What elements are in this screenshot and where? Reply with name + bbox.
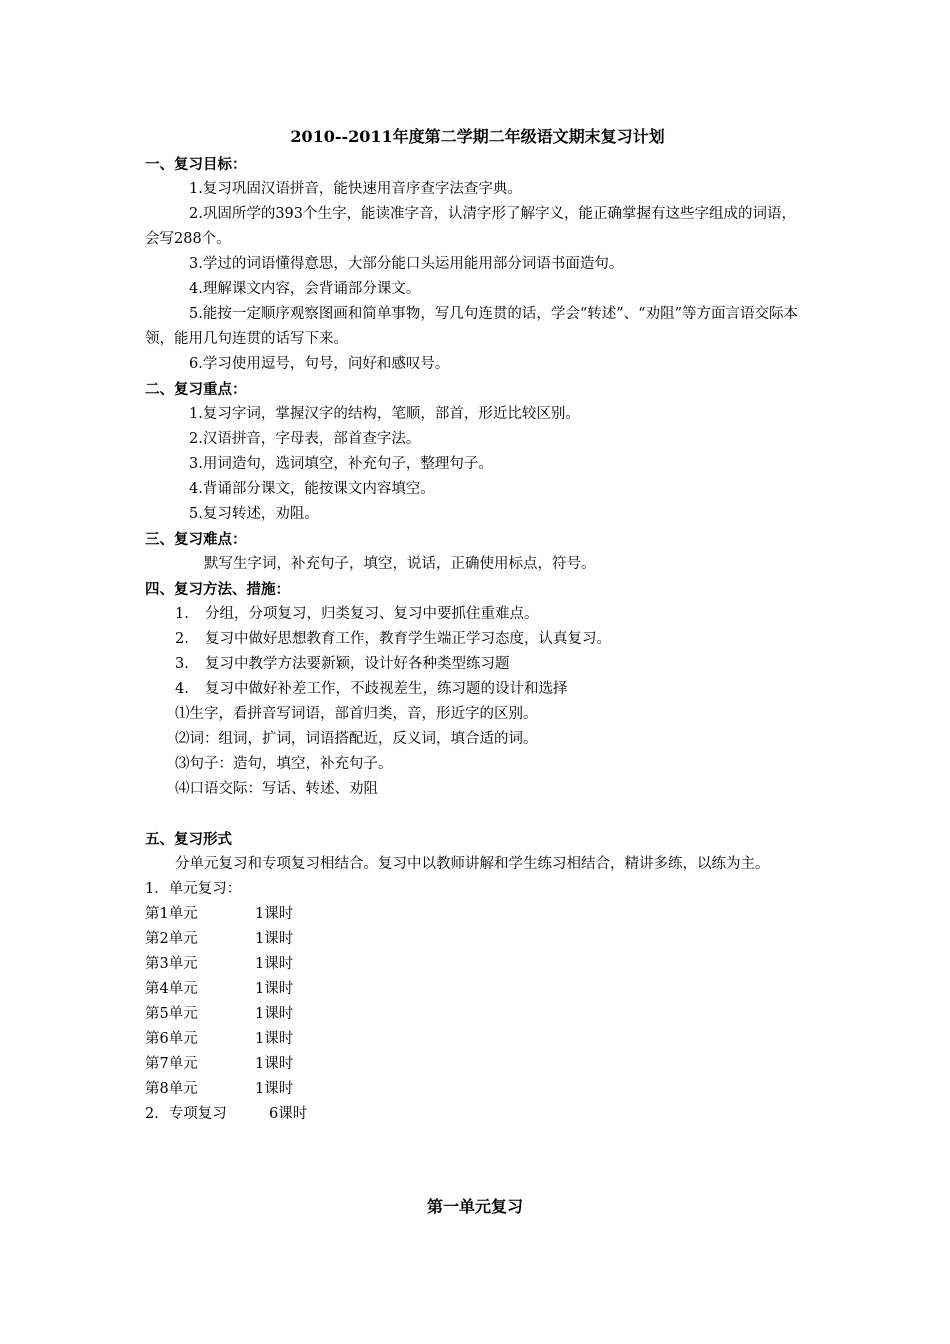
method-number: 2. xyxy=(175,631,189,647)
unit-name: 第4单元 xyxy=(145,981,198,997)
special-review-hours: 6课时 xyxy=(269,1106,308,1122)
special-review-name: 2．专项复习 xyxy=(145,1106,227,1122)
unit-hours: 1课时 xyxy=(255,1081,294,1097)
section-heading-format: 五、复习形式 xyxy=(145,831,232,848)
method-number: 4. xyxy=(175,681,189,697)
blank-line xyxy=(145,802,810,827)
unit-hours: 1课时 xyxy=(255,981,294,997)
method-subitem: ⑶句子：造句，填空，补充句子。 xyxy=(175,756,393,772)
method-number: 1. xyxy=(175,606,189,622)
unit-name: 第2单元 xyxy=(145,931,198,947)
method-subitem: ⑷口语交际：写话、转述、劝阻 xyxy=(175,781,378,797)
key-point-item: 5.复习转述，劝阻。 xyxy=(189,506,319,522)
goal-item: 2.巩固所学的393个生字，能读准字音，认清字形了解字义，能正确掌握有这些字组成的词语，会写288个。 xyxy=(145,206,797,247)
unit-row xyxy=(145,1002,810,1027)
unit-row xyxy=(145,1077,810,1102)
key-point-item: 4.背诵部分课文，能按课文内容填空。 xyxy=(189,481,435,497)
goal-item: 3.学过的词语懂得意思，大部分能口头运用能用部分词语书面造句。 xyxy=(189,256,624,272)
unit-hours: 1课时 xyxy=(255,931,294,947)
goal-item: 4.理解课文内容，会背诵部分课文。 xyxy=(189,281,421,297)
unit-name: 第1单元 xyxy=(145,906,198,922)
method-subitem: ⑵词：组词，扩词，词语搭配近，反义词，填合适的词。 xyxy=(175,731,538,747)
special-review-row xyxy=(145,1102,810,1127)
goal-item: 6.学习使用逗号，句号，问好和感叹号。 xyxy=(189,356,450,372)
method-subitem: ⑴生字，看拼音写词语，部首归类，音，形近字的区别。 xyxy=(175,706,538,722)
unit-name: 第8单元 xyxy=(145,1081,198,1097)
document-title: 2010--2011年度第二学期二年级语文期末复习计划 xyxy=(290,127,665,146)
method-item xyxy=(145,652,810,677)
unit-row xyxy=(145,1052,810,1077)
section-heading-methods: 四、复习方法、措施： xyxy=(145,581,290,598)
key-point-item: 1.复习字词，掌握汉字的结构，笔顺，部首，形近比较区别。 xyxy=(189,406,580,422)
unit-row xyxy=(145,927,810,952)
unit-name: 第7单元 xyxy=(145,1056,198,1072)
unit-hours: 1课时 xyxy=(255,1006,294,1022)
unit-hours: 1课时 xyxy=(255,1056,294,1072)
unit-name: 第3单元 xyxy=(145,956,198,972)
section-heading-goals: 一、复习目标： xyxy=(145,156,247,173)
unit-hours: 1课时 xyxy=(255,1031,294,1047)
section-heading-difficulties: 三、复习难点： xyxy=(145,531,247,548)
method-item xyxy=(145,602,810,627)
unit-row xyxy=(145,902,810,927)
unit-name: 第6单元 xyxy=(145,1031,198,1047)
method-number: 3. xyxy=(175,656,189,672)
difficulty-text: 默写生字词，补充句子，填空，说话，正确使用标点，符号。 xyxy=(204,556,596,572)
unit-row xyxy=(145,1027,810,1052)
goal-item: 1.复习巩固汉语拼音，能快速用音序查字法查字典。 xyxy=(189,181,522,197)
document-page xyxy=(145,122,810,1127)
method-text: 复习中做好补差工作，不歧视差生，练习题的设计和选择 xyxy=(205,681,568,697)
unit-hours: 1课时 xyxy=(255,906,294,922)
method-item xyxy=(145,677,810,702)
method-text: 分组，分项复习，归类复习、复习中要抓住重难点。 xyxy=(205,606,539,622)
unit-row xyxy=(145,977,810,1002)
method-item xyxy=(145,627,810,652)
key-point-item: 3.用词造句，选词填空，补充句子，整理句子。 xyxy=(189,456,493,472)
section-heading-key-points: 二、复习重点： xyxy=(145,381,247,398)
unit-review-heading: 1．单元复习： xyxy=(145,881,242,897)
method-text: 复习中做好思想教育工作，教育学生端正学习态度，认真复习。 xyxy=(205,631,611,647)
method-text: 复习中教学方法要新颖，设计好各种类型练习题 xyxy=(205,656,510,672)
unit-row xyxy=(145,952,810,977)
unit-hours: 1课时 xyxy=(255,956,294,972)
goal-item: 5.能按一定顺序观察图画和简单事物，写几句连贯的话，学会“转述”、“劝阻”等方面言语交际本领，能用几句连贯的话写下来。 xyxy=(145,306,798,347)
unit-name: 第5单元 xyxy=(145,1006,198,1022)
format-text: 分单元复习和专项复习相结合。复习中以教师讲解和学生练习相结合，精讲多练，以练为主。 xyxy=(175,856,770,872)
section-subtitle: 第一单元复习 xyxy=(426,1197,523,1216)
key-point-item: 2.汉语拼音，字母表，部首查字法。 xyxy=(189,431,421,447)
